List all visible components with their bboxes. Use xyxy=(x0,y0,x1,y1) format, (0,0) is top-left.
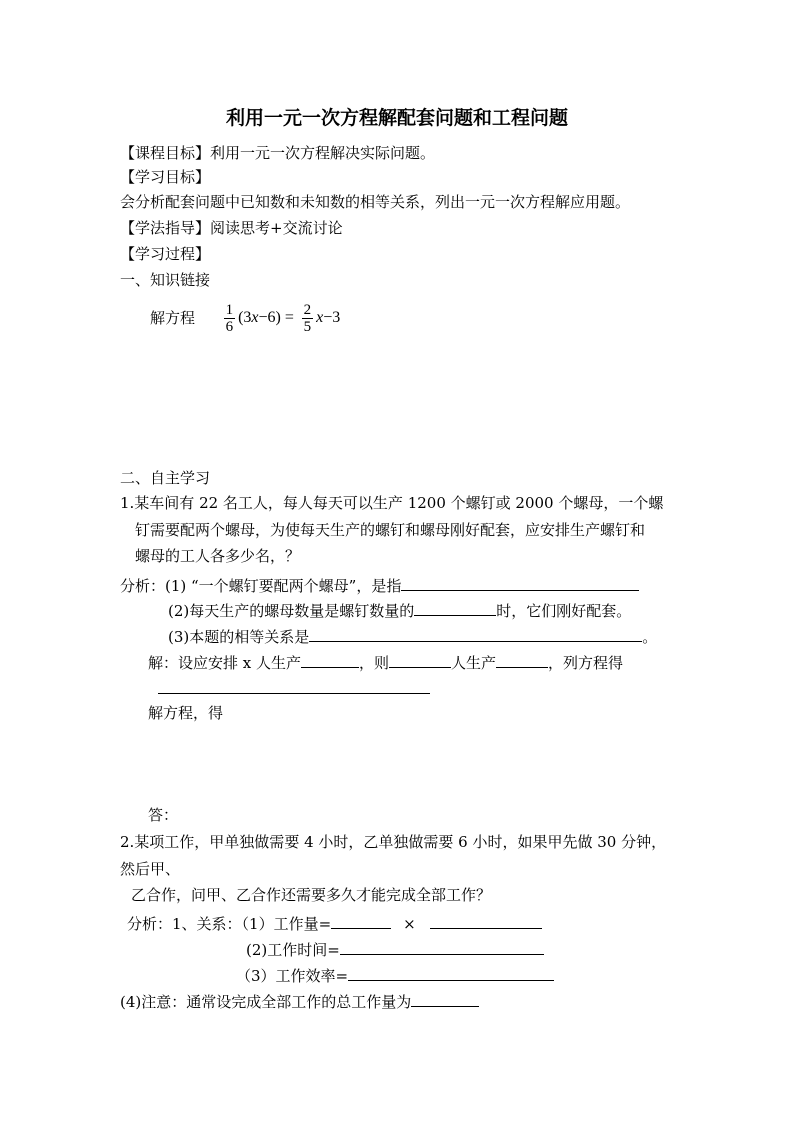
question-2-line-1: 2.某项工作，甲单独做需要 4 小时，乙单独做需要 6 小时，如果甲先做 30 分钟， xyxy=(120,833,667,851)
analysis-3: (3)本题的相等关系是 。 xyxy=(168,625,657,647)
question-1-line-1: 1.某车间有 22 名工人，每人每天可以生产 1200 个螺钉或 2000 个螺母，一个螺 xyxy=(120,494,664,512)
analysis-2: (2)每天生产的螺母数量是螺钉数量的 时，它们刚好配套。 xyxy=(168,599,631,621)
answer-blank[interactable] xyxy=(301,651,359,668)
question-1-line-3: 螺母的工人各多少名，？ xyxy=(135,547,301,565)
question-2-line-2: 然后甲、 xyxy=(120,860,181,878)
answer-blank[interactable] xyxy=(331,912,391,929)
fraction-two-fifths: $\frac{2}{5}$ xyxy=(303,301,312,335)
equation-blank-line xyxy=(158,677,430,699)
answer-blank[interactable] xyxy=(389,651,451,668)
answer-blank[interactable] xyxy=(414,599,496,616)
equation-row: 解方程 $\frac{1}{6}$ (3x−6) = $\frac{2}{5}$ x−3 xyxy=(150,301,341,335)
fraction-one-sixth: $\frac{1}{6}$ xyxy=(225,301,234,335)
answer-blank[interactable] xyxy=(340,938,544,955)
solve-label: 解方程 xyxy=(150,309,196,327)
solve-equation-label: 解方程，得 xyxy=(148,704,224,722)
answer-blank[interactable] xyxy=(309,625,642,642)
analysis-1: 分析：(1) “一个螺钉要配两个螺母”，是指 xyxy=(120,574,639,596)
course-goal: 【课程目标】利用一元一次方程解决实际问题。 xyxy=(120,144,436,162)
solution-setup: 解：设应安排 x 人生产 ，则 人生产 ，列方程得 xyxy=(148,651,623,673)
answer-blank[interactable] xyxy=(430,912,542,929)
answer-blank[interactable] xyxy=(348,964,554,981)
answer-blank[interactable] xyxy=(496,651,548,668)
study-goal-text: 会分析配套问题中已知数和未知数的相等关系，列出一元一次方程解应用题。 xyxy=(120,193,631,211)
page-title: 利用一元一次方程解配套问题和工程问题 xyxy=(225,107,568,129)
question-2-line-3: 乙合作，问甲、乙合作还需要多久才能完成全部工作？ xyxy=(131,886,492,904)
process-heading: 【学习过程】 xyxy=(120,245,211,263)
question-1-line-2: 钉需要配两个螺母，为使每天生产的螺钉和螺母刚好配套，应安排生产螺钉和 xyxy=(135,521,646,539)
answer-blank[interactable] xyxy=(158,677,430,694)
section-knowledge-link: 一、知识链接 xyxy=(120,271,211,289)
section-self-study: 二、自主学习 xyxy=(120,469,211,487)
analysis-2-work-time: (2)工作时间= xyxy=(246,938,544,960)
answer-label: 答： xyxy=(148,806,179,824)
method-guide: 【学法指导】阅读思考+交流讨论 xyxy=(120,219,343,237)
analysis-2-note: (4)注意：通常设完成全部工作的总工作量为 xyxy=(120,990,479,1012)
study-goal-heading: 【学习目标】 xyxy=(120,168,211,186)
answer-blank[interactable] xyxy=(411,990,479,1007)
analysis-2-relation: 分析：1、关系：（1）工作量= × xyxy=(127,912,542,934)
answer-blank[interactable] xyxy=(401,574,639,591)
analysis-2-efficiency: （3）工作效率= xyxy=(236,964,554,986)
